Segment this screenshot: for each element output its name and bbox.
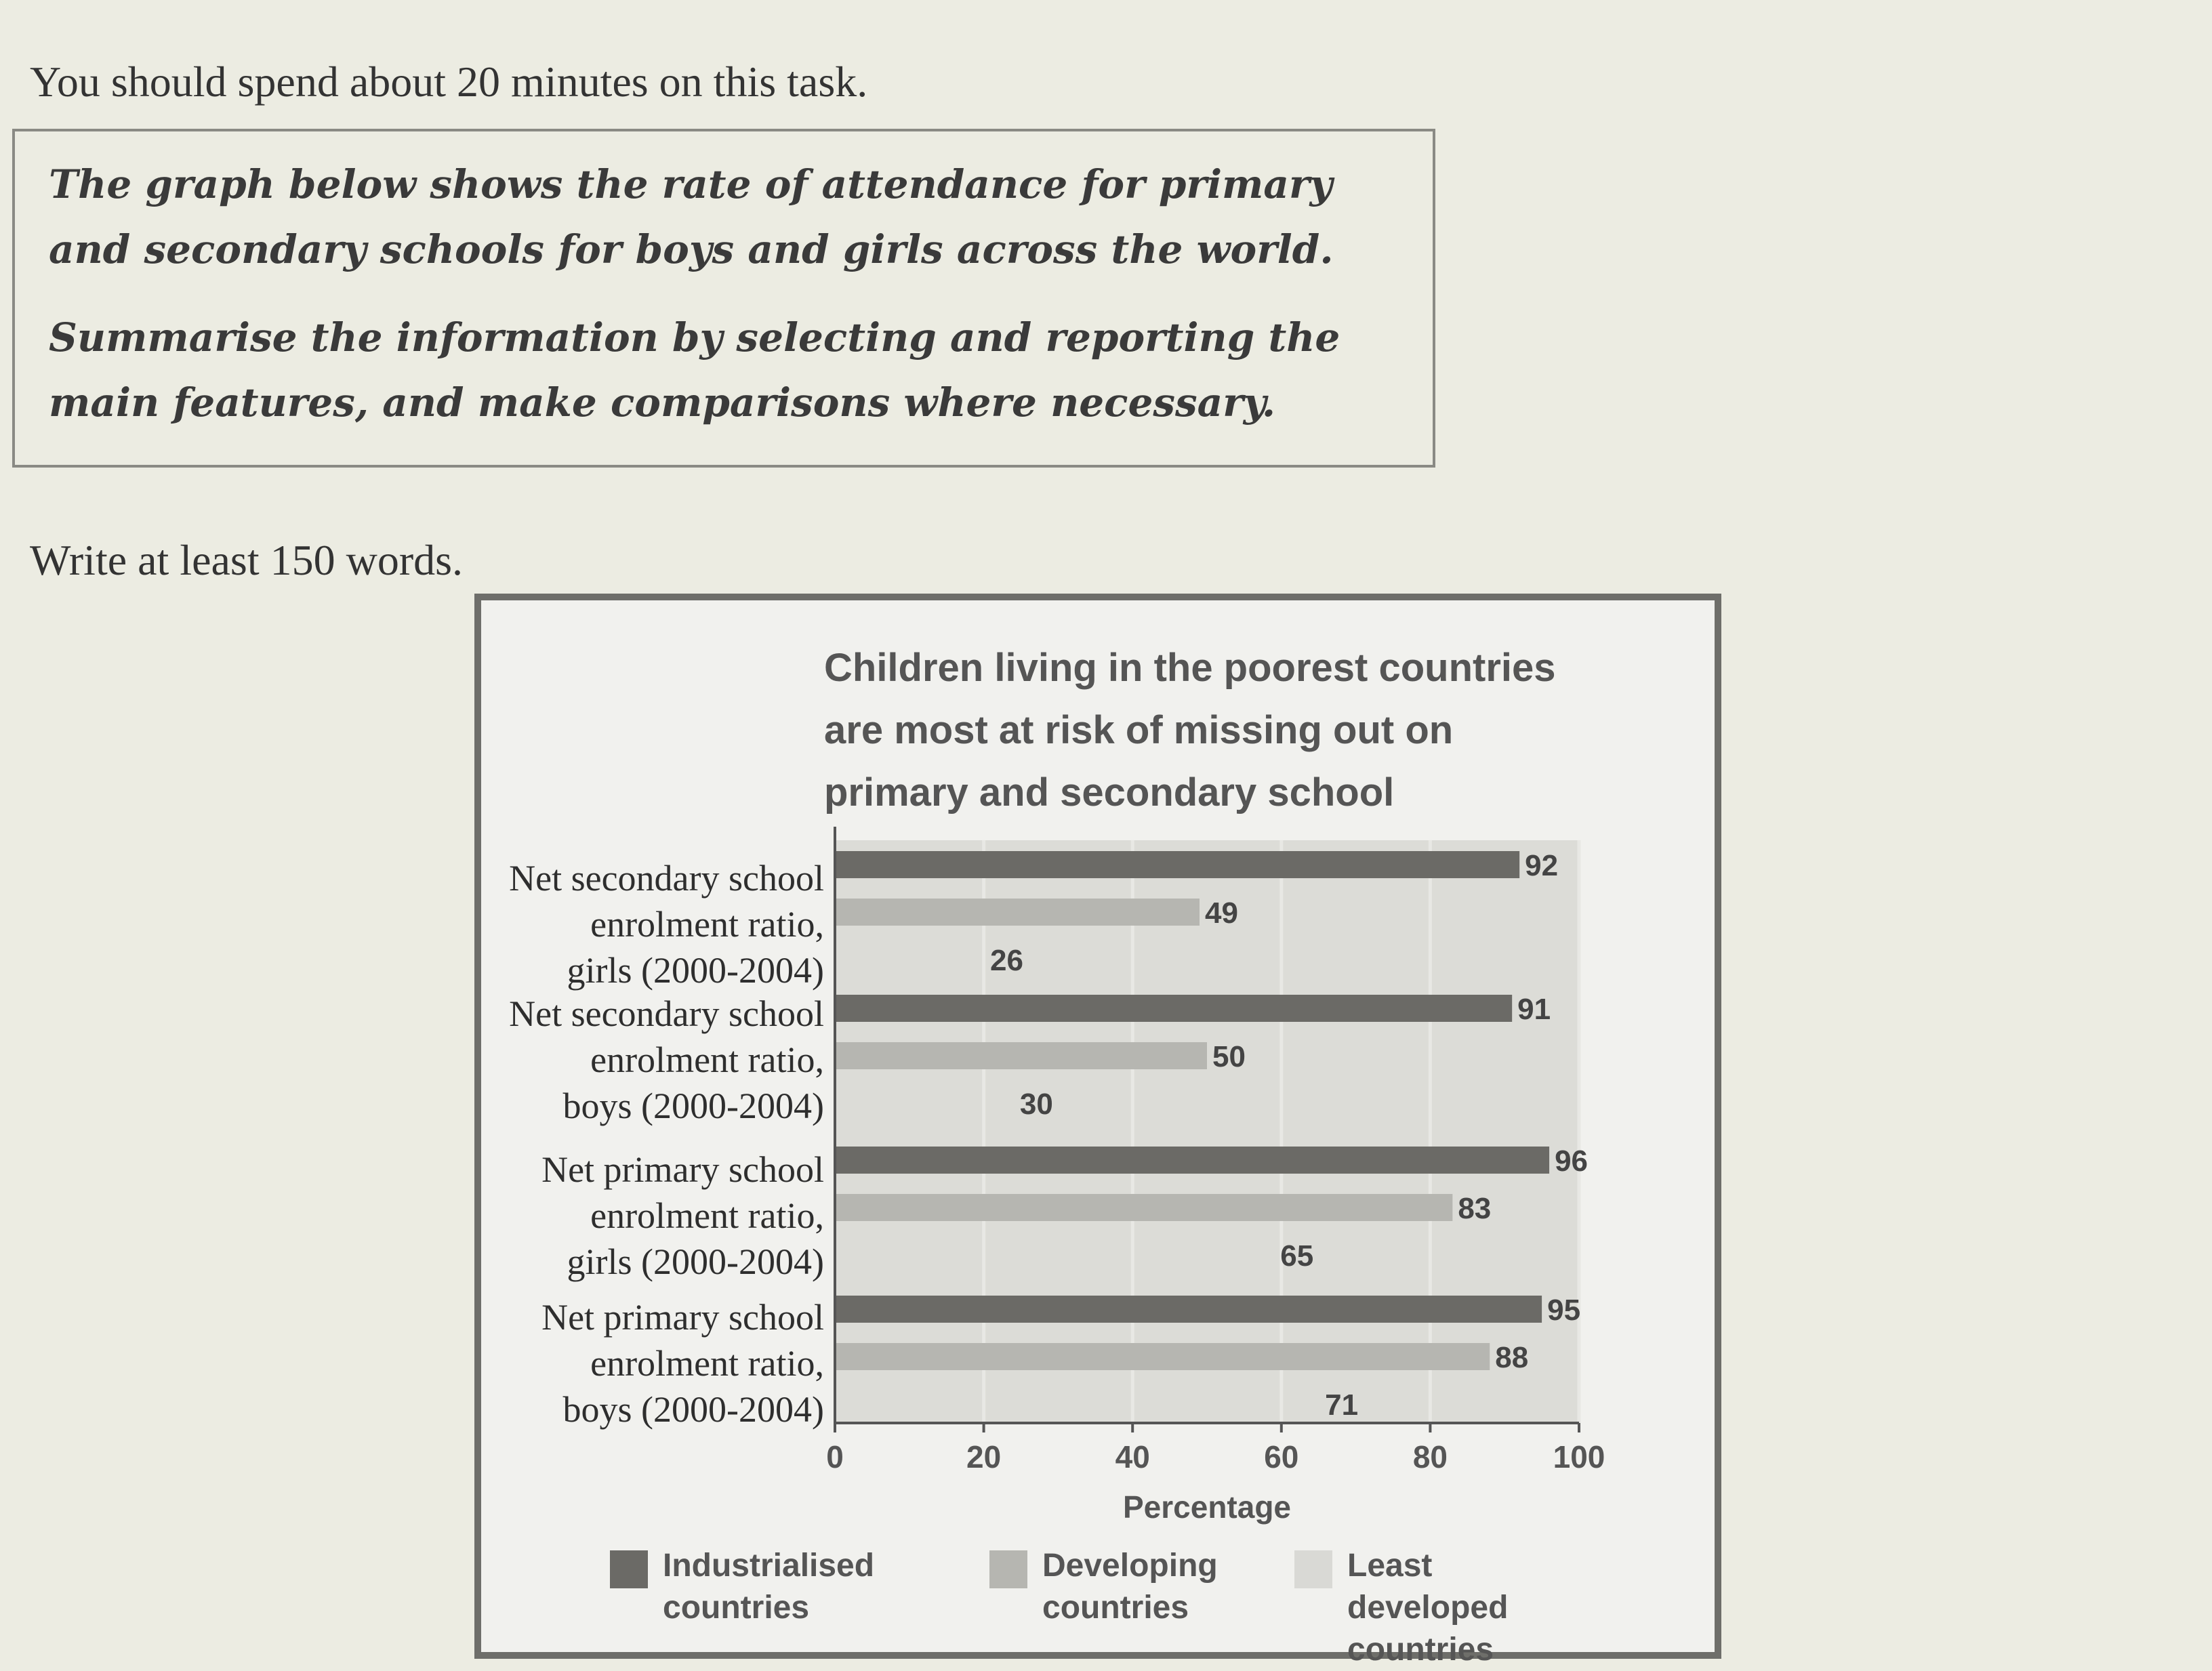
value-label: 88 [1495,1341,1529,1374]
legend-label-line: countries [1042,1590,1189,1626]
bar-0-2 [835,1147,1549,1174]
value-label: 92 [1525,849,1559,882]
x-tick-label: 80 [1412,1439,1448,1474]
task-summary-instruction: Summarise the information by selecting and reporting the main features, and make comparisons where necessary. [49,314,1340,426]
legend-swatch [610,1550,648,1588]
chart-title-line: primary and secondary school [824,770,1395,814]
category-label [417,1147,824,1285]
value-label: 71 [1325,1388,1359,1422]
category-label-line: girls (2000-2004) [567,950,824,991]
bar-1-2 [835,1194,1452,1221]
bar-0-0 [835,851,1519,878]
legend-label-line: Least developed [1347,1548,1509,1626]
category-label-line: boys (2000-2004) [562,1389,824,1430]
chart-title-line: are most at risk of missing out on [824,708,1454,752]
legend-label [663,1545,907,1629]
x-tick-label: 60 [1264,1439,1299,1474]
bar-0-3 [835,1296,1542,1323]
legend-item [610,1545,907,1629]
value-label: 91 [1517,993,1551,1026]
category-label-line: girls (2000-2004) [567,1241,824,1282]
category-label-line: enrolment ratio, [590,904,824,945]
category-label [417,991,824,1129]
chart-title-line: Children living in the poorest countries [824,646,1556,690]
legend-swatch [989,1550,1027,1588]
legend-item [989,1545,1286,1629]
value-label: 65 [1280,1239,1314,1273]
category-label-line: Net primary school [541,1297,824,1338]
category-label-line: enrolment ratio, [590,1195,824,1236]
x-axis-title: Percentage [1122,1489,1292,1525]
legend-swatch [1294,1550,1332,1588]
value-label: 95 [1547,1294,1581,1327]
value-label: 83 [1458,1192,1492,1225]
legend-label-line: Developing [1042,1548,1218,1584]
value-label: 50 [1212,1040,1246,1073]
legend-label-line: countries [663,1590,810,1626]
category-label-line: Net secondary school [509,993,824,1034]
x-tick-label: 40 [1115,1439,1150,1474]
category-label-line: Net secondary school [509,858,824,899]
category-label-line: enrolment ratio, [590,1039,824,1080]
legend-item [1294,1545,1591,1671]
category-label [417,855,824,993]
x-tick-label: 100 [1553,1439,1605,1474]
x-tick-label: 20 [966,1439,1002,1474]
category-label [417,1294,824,1432]
time-instruction: You should spend about 20 minutes on this task. [30,58,868,106]
value-label: 96 [1555,1144,1589,1178]
legend-label-line: Industrialised [663,1548,875,1584]
value-label: 49 [1205,896,1238,930]
value-label: 26 [990,944,1023,977]
legend-label [1347,1545,1591,1671]
category-label-line: Net primary school [541,1149,824,1190]
word-count-instruction: Write at least 150 words. [30,536,464,584]
category-label-line: boys (2000-2004) [562,1086,824,1126]
bar-1-3 [835,1343,1490,1370]
x-tick-label: 0 [826,1439,844,1474]
task-description: The graph below shows the rate of attendance for primary and secondary schools for boys and girls across the world. [49,161,1334,272]
legend-label [1042,1545,1286,1629]
value-label: 30 [1019,1088,1053,1121]
bar-1-0 [835,899,1200,926]
legend-label-line: countries [1347,1632,1494,1668]
category-label-line: enrolment ratio, [590,1343,824,1384]
bar-1-1 [835,1042,1207,1069]
bar-0-1 [835,995,1512,1022]
